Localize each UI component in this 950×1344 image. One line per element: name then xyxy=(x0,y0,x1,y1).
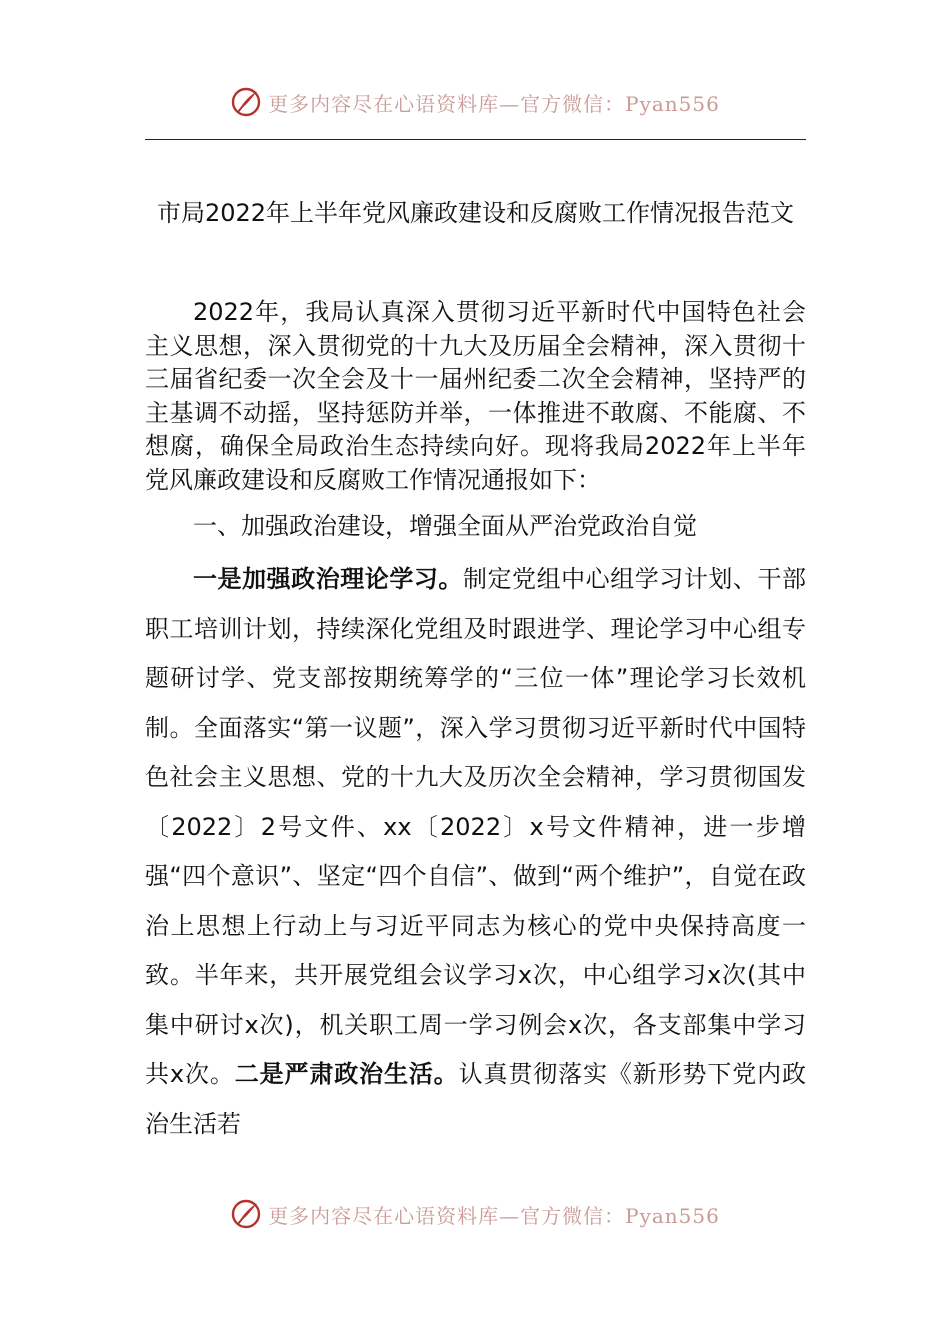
footer-watermark xyxy=(0,1192,950,1236)
feather-pen-icon xyxy=(230,86,262,118)
header-watermark xyxy=(0,80,950,124)
item-lead: 一是加强政治理论学习。 xyxy=(193,565,463,593)
section-heading: 一、加强政治建设，增强全面从严治党政治自觉 xyxy=(193,512,697,540)
body-paragraph xyxy=(145,555,806,1149)
feather-pen-icon xyxy=(230,1198,262,1230)
item-lead: 二是严肃政治生活。 xyxy=(234,1060,459,1088)
intro-paragraph: 2022年，我局认真深入贯彻习近平新时代中国特色社会主义思想，深入贯彻党的十九大及历届全会精神，深入贯彻十三届省纪委一次全会及十一届州纪委二次全会精神，坚持严的主基调不动摇，坚持惩防并举，一体推进不敢腐、不能腐、不想腐，确保全局政治生态持续向好。现将我局2022年上半年党风廉政建设和反腐败工作情况通报如下： xyxy=(145,298,806,494)
document-title: 市局2022年上半年党风廉政建设和反腐败工作情况报告范文 xyxy=(156,199,795,227)
header-divider xyxy=(145,139,806,140)
watermark-text: 更多内容尽在心语资料库—官方微信：Pyan556 xyxy=(268,91,720,116)
watermark-text: 更多内容尽在心语资料库—官方微信：Pyan556 xyxy=(268,1203,720,1228)
item-body: 制定党组中心组学习计划、干部职工培训计划，持续深化党组及时跟进学、理论学习中心组专题研讨学、党支部按期统筹学的“三位一体”理论学习长效机制。全面落实“第一议题”，深入学习贯彻习近平新时代中国特色社会主义思想、党的十九大及历次全会精神，学习贯彻国发〔2022〕2号文件、xx〔2022〕x号文件精神，进一步增强“四个意识”、坚定“四个自信”、做到“两个维护”，自觉在政治上思想上行动上与习近平同志为核心的党中央保持高度一致。半年来，共开展党组会议学习x次，中心组学习x次(其中集中研讨x次)，机关职工周一学习例会x次，各支部集中学习共x次。 xyxy=(145,565,807,1088)
item-body: 认真贯彻落实《新形势下党内政治生活若 xyxy=(145,1060,807,1138)
